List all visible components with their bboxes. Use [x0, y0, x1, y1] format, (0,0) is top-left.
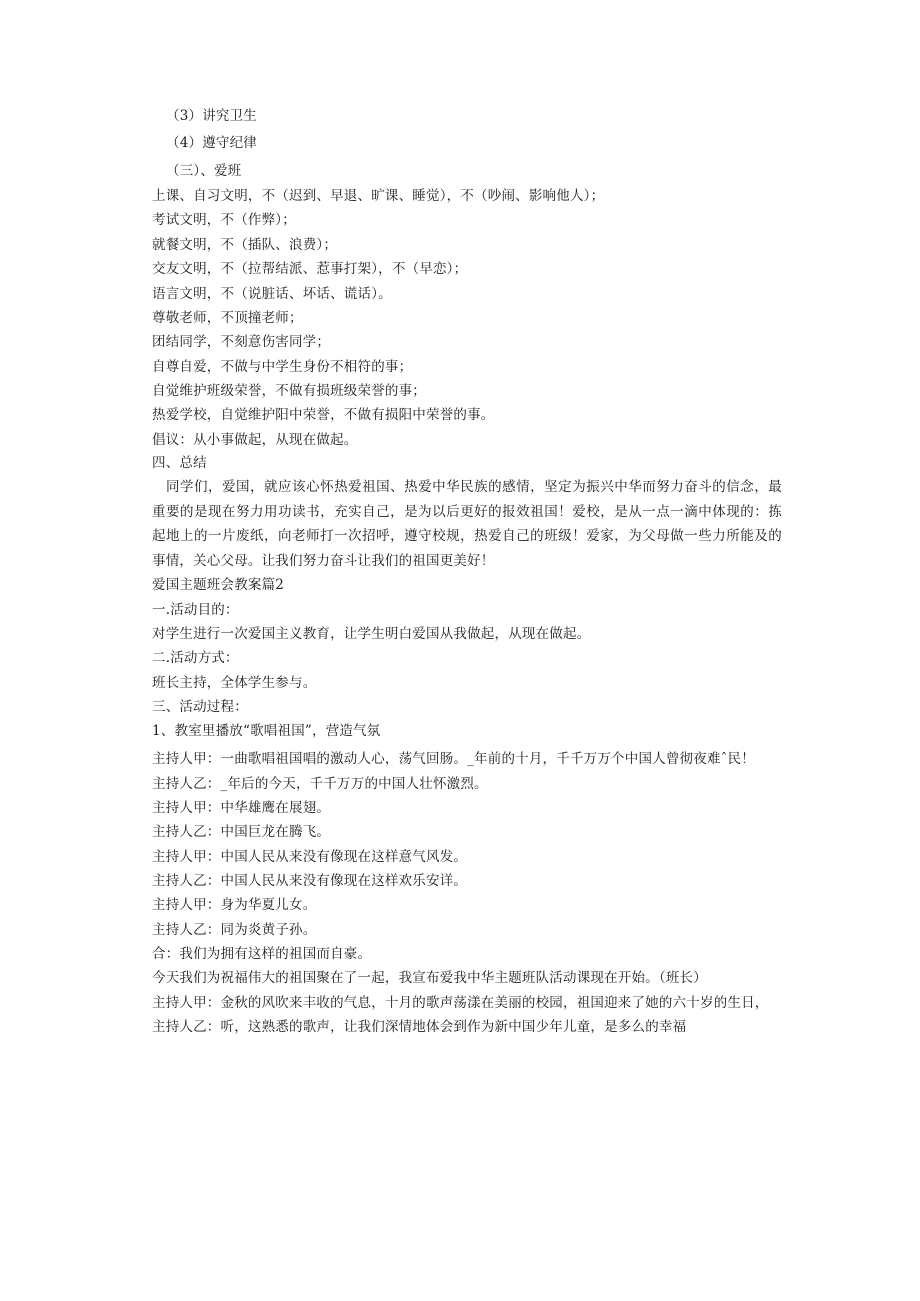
rule-line: 自觉维护班级荣誉，不做有损班级荣誉的事；	[152, 383, 426, 399]
rule-line: 语言文明，不（说脏话、坏话、谎话）。	[152, 286, 392, 302]
dialogue-line: 主持人甲：一曲歌唱祖国唱的激动人心，荡气回肠。_年前的十月，千千万万个中国人曾彻夜难ˆ民！	[152, 751, 755, 767]
list-item-discipline: （4）遵守纪律	[166, 135, 257, 151]
rule-line: 尊敬老师，不顶撞老师；	[152, 310, 303, 326]
dialogue-line: 主持人乙：听，这熟悉的歌声，让我们深情地体会到作为新中国少年儿童，是多么的幸福	[152, 1019, 687, 1035]
dialogue-line: 合：我们为拥有这样的祖国而自豪。	[152, 946, 372, 962]
rule-line: 自尊自爱，不做与中学生身份不相符的事；	[152, 359, 413, 375]
dialogue-line: 主持人甲：金秋的风吹来丰收的气息，十月的歌声荡漾在美丽的校园，祖国迎来了她的六十岁的生日，	[152, 995, 769, 1011]
rule-line: 考试文明，不（作弊）；	[152, 212, 296, 228]
summary-paragraph: 同学们，爱国，就应该心怀热爱祖国、热爱中华民族的感情，坚定为振兴中华而努力奋斗的信念，最重要的是现在努力用功读书，充实自己，是为以后更好的报效祖国！爱校，是从一点一滴中体现的：拣起地上的一片废纸，向老师打一次招呼，遵守校规，热爱自己的班级！爱家，为父母做一些力所能及的事情，关心父母。让我们努力奋斗让我们的祖国更美好！	[152, 479, 782, 569]
process-step-1: 1、教室里播放“歌唱祖国”，营造气氛	[152, 723, 381, 739]
announcement-line: 今天我们为祝福伟大的祖国聚在了一起，我宣布爱我中华主题班队活动课现在开始。（班长）	[152, 970, 707, 986]
dialogue-line: 主持人乙：同为炎黄子孙。	[152, 922, 317, 938]
dialogue-line: 主持人乙：中国人民从来没有像现在这样欢乐安详。	[152, 873, 468, 889]
dialogue-line: 主持人甲：中华雄鹰在展翅。	[152, 800, 331, 816]
rule-line: 交友文明，不（拉帮结派、惹事打架），不（早恋）；	[152, 261, 468, 277]
list-item-hygiene: （3）讲究卫生	[166, 108, 257, 124]
dialogue-line: 主持人甲：中国人民从来没有像现在这样意气风发。	[152, 849, 468, 865]
rule-line: 团结同学，不刻意伤害同学；	[152, 334, 331, 350]
dialogue-line: 主持人甲：身为华夏儿女。	[152, 897, 317, 913]
proposal-line: 倡议：从小事做起，从现在做起。	[152, 432, 358, 448]
rule-line: 上课、自习文明，不（迟到、早退、旷课、睡觉），不（吵闹、影响他人）；	[152, 188, 605, 204]
method-text: 班长主持，全体学生参与。	[152, 675, 317, 691]
section-heading-process: 三、活动过程：	[152, 699, 248, 715]
dialogue-line: 主持人乙：中国巨龙在腾飞。	[152, 824, 331, 840]
section-heading-purpose: 一.活动目的：	[152, 602, 239, 618]
lesson-title: 爱国主题班会教案篇2	[152, 577, 285, 593]
dialogue-line: 主持人乙：_年后的今天，千千万万的中国人壮怀激烈。	[152, 776, 488, 792]
section-heading-summary: 四、总结	[152, 455, 207, 471]
purpose-text: 对学生进行一次爱国主义教育，让学生明白爱国从我做起，从现在做起。	[152, 626, 591, 642]
rule-line: 就餐文明，不（插队、浪费）；	[152, 237, 338, 253]
rule-line: 热爱学校，自觉维护阳中荣誉，不做有损阳中荣誉的事。	[152, 407, 495, 423]
section-heading-method: 二.活动方式：	[152, 650, 239, 666]
section-heading-love-class: （三）、爱班	[166, 163, 242, 179]
